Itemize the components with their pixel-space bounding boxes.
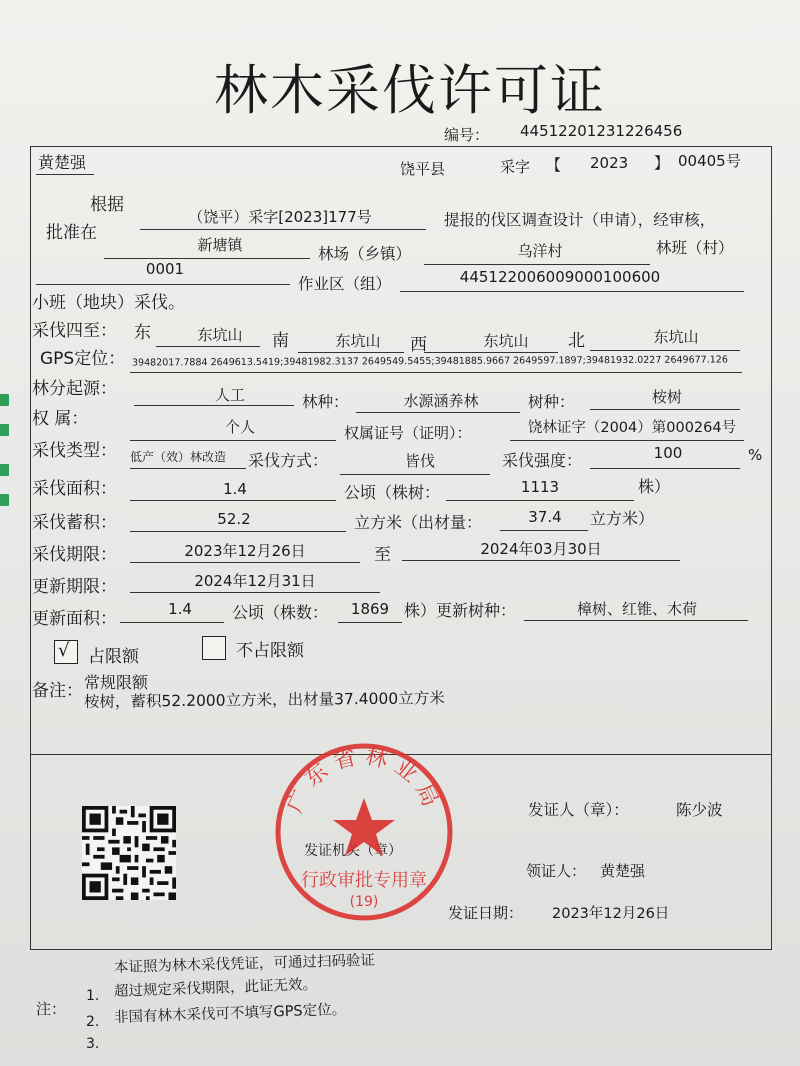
forest-type: 水源涵养林	[403, 392, 479, 410]
origin-label: 林分起源：	[32, 379, 117, 399]
harvest-period-label: 采伐期限：	[32, 545, 117, 565]
issue-date-label: 发证日期：	[448, 904, 524, 922]
south-label: 南	[272, 331, 289, 351]
quota-checked-label: 占限额	[88, 647, 139, 667]
receiver-label: 领证人：	[526, 862, 587, 880]
harvest-type: 低产（效）林改造	[130, 450, 227, 464]
bracket-open: 【	[546, 156, 562, 174]
village: 乌洋村	[517, 242, 563, 260]
north-label: 北	[568, 331, 585, 351]
seal-arc-text: 广东省林业局	[282, 743, 446, 817]
note-3-index: 3.	[86, 1036, 100, 1052]
remarks-label: 备注：	[32, 681, 83, 701]
permit-year: 2023	[590, 154, 629, 172]
harvest-area-label: 采伐面积：	[32, 479, 117, 499]
harvest-intensity: 100	[653, 444, 683, 462]
note-3: 非国有林木采伐可不填写GPS定位。	[113, 1001, 347, 1026]
renewal-count: 1869	[350, 600, 390, 618]
harvest-volume: 52.2	[217, 510, 251, 528]
basis-suffix: 提报的伐区调查设计（申请），经审核，	[444, 211, 716, 229]
harvest-output-unit: 立方米）	[590, 509, 655, 528]
receiver-name: 黄楚强	[600, 862, 646, 880]
issue-date: 2023年12月26日	[552, 906, 670, 922]
bracket-close: 】	[654, 154, 670, 172]
harvest-method-label: 采伐方式：	[248, 451, 329, 470]
quota-checkbox-unchecked[interactable]	[202, 636, 226, 660]
origin-value: 人工	[214, 386, 245, 404]
gps-value: 39482017.7884 2649613.5419;39481982.3137 2649549.5455;39481885.9667 2649597.1897;39481932.0227 2649677.126	[131, 354, 728, 369]
ownership-label: 权 属：	[32, 409, 89, 429]
east-label: 东	[134, 323, 151, 343]
permit-zi: 采字	[500, 158, 531, 176]
approve-label: 批准在	[46, 223, 97, 243]
harvest-area: 1.4	[223, 480, 247, 498]
percent-sign: %	[748, 446, 763, 464]
harvest-period-start: 2023年12月26日	[184, 542, 306, 560]
south-value: 东坑山	[335, 332, 381, 350]
check-icon: √	[58, 640, 70, 661]
renewal-period: 2024年12月31日	[194, 572, 316, 590]
harvest-type-label: 采伐类型：	[32, 441, 117, 461]
harvest-output: 37.4	[528, 508, 562, 526]
basis-label: 根据	[90, 195, 124, 215]
harvest-period-to: 至	[374, 545, 391, 565]
harvest-method: 皆伐	[404, 452, 435, 470]
note-1-index: 1.	[86, 988, 100, 1004]
tree-species-label: 树种：	[528, 393, 575, 411]
forest-class-label: 林班（村）	[656, 239, 734, 257]
seal-number: (19)	[349, 894, 379, 910]
harvest-area-unit: 公顷（株树：	[344, 483, 441, 502]
renewal-area: 1.4	[168, 600, 192, 618]
renewal-species: 樟树、红锥、木荷	[576, 600, 697, 618]
edge-tab	[0, 424, 9, 436]
hao: 号	[726, 152, 742, 170]
edge-tab	[0, 464, 9, 476]
renewal-period-label: 更新期限：	[32, 577, 117, 597]
renewal-area-label: 更新面积：	[32, 609, 117, 629]
forest-type-label: 林种：	[302, 393, 349, 411]
ownership-value: 个人	[224, 418, 255, 436]
holder-name: 黄楚强	[38, 153, 87, 172]
boundary-label: 采伐四至：	[32, 321, 117, 341]
issuing-office-label: 发证机关（章）	[304, 843, 402, 859]
serial-label: 编号：	[444, 126, 490, 144]
quota-checkbox-checked[interactable]	[54, 640, 78, 664]
page-title: 林木采伐许可证	[214, 59, 606, 122]
quota-unchecked-label: 不占限额	[236, 641, 304, 661]
edge-tab	[0, 494, 9, 506]
note-1: 本证照为林木采伐凭证，可通过扫码验证	[113, 952, 376, 976]
west-value: 东坑山	[483, 332, 529, 350]
ownership-cert-label: 权属证号（证明）：	[344, 424, 472, 442]
county: 饶平县	[400, 160, 446, 178]
renewal-count-unit: 株）更新树种：	[404, 601, 517, 620]
serial-number: 44512201231226456	[520, 122, 683, 140]
issuer-name: 陈少波	[676, 801, 723, 819]
east-value: 东坑山	[197, 326, 243, 344]
harvest-intensity-label: 采伐强度：	[502, 451, 583, 470]
work-area-label: 作业区（组）	[298, 275, 392, 293]
north-value: 东坑山	[653, 328, 699, 346]
west-label: 西	[410, 335, 427, 355]
remarks-line1: 常规限额	[84, 673, 149, 692]
forest-class: 0001	[145, 260, 185, 278]
note-2-index: 2.	[86, 1014, 100, 1030]
forest-farm-label: 林场（乡镇）	[318, 245, 412, 263]
tree-species: 桉树	[651, 388, 682, 406]
renewal-area-unit: 公顷（株数：	[232, 603, 329, 622]
harvest-trees-unit: 株）	[638, 477, 671, 496]
ownership-cert: 饶林证字（2004）第000264号	[527, 420, 737, 436]
work-area: 445122006009000100600	[459, 268, 661, 286]
edge-tab	[0, 394, 9, 406]
permit-number: 00405	[678, 152, 726, 170]
remarks-line2: 桉树，蓄积52.2000立方米，出材量37.4000立方米	[83, 689, 445, 711]
official-seal-icon	[272, 740, 456, 924]
seal-center-text: 行政审批专用章	[301, 870, 427, 891]
harvest-volume-label: 采伐蓄积：	[32, 513, 117, 533]
notes-label: 注：	[36, 1000, 67, 1018]
subcompartment-label: 小班（地块）采伐。	[32, 293, 185, 313]
issuer-label: 发证人（章）：	[528, 801, 629, 819]
gps-label: GPS定位：	[40, 349, 126, 369]
harvest-volume-unit: 立方米（出材量：	[354, 513, 483, 532]
qr-code-icon[interactable]	[82, 806, 176, 900]
note-2: 超过规定采伐期限，此证无效。	[113, 976, 318, 1000]
harvest-period-end: 2024年03月30日	[480, 540, 602, 558]
basis-doc-no: （饶平）采字[2023]177号	[188, 208, 372, 226]
harvest-trees: 1113	[520, 478, 560, 496]
town: 新塘镇	[197, 236, 243, 254]
